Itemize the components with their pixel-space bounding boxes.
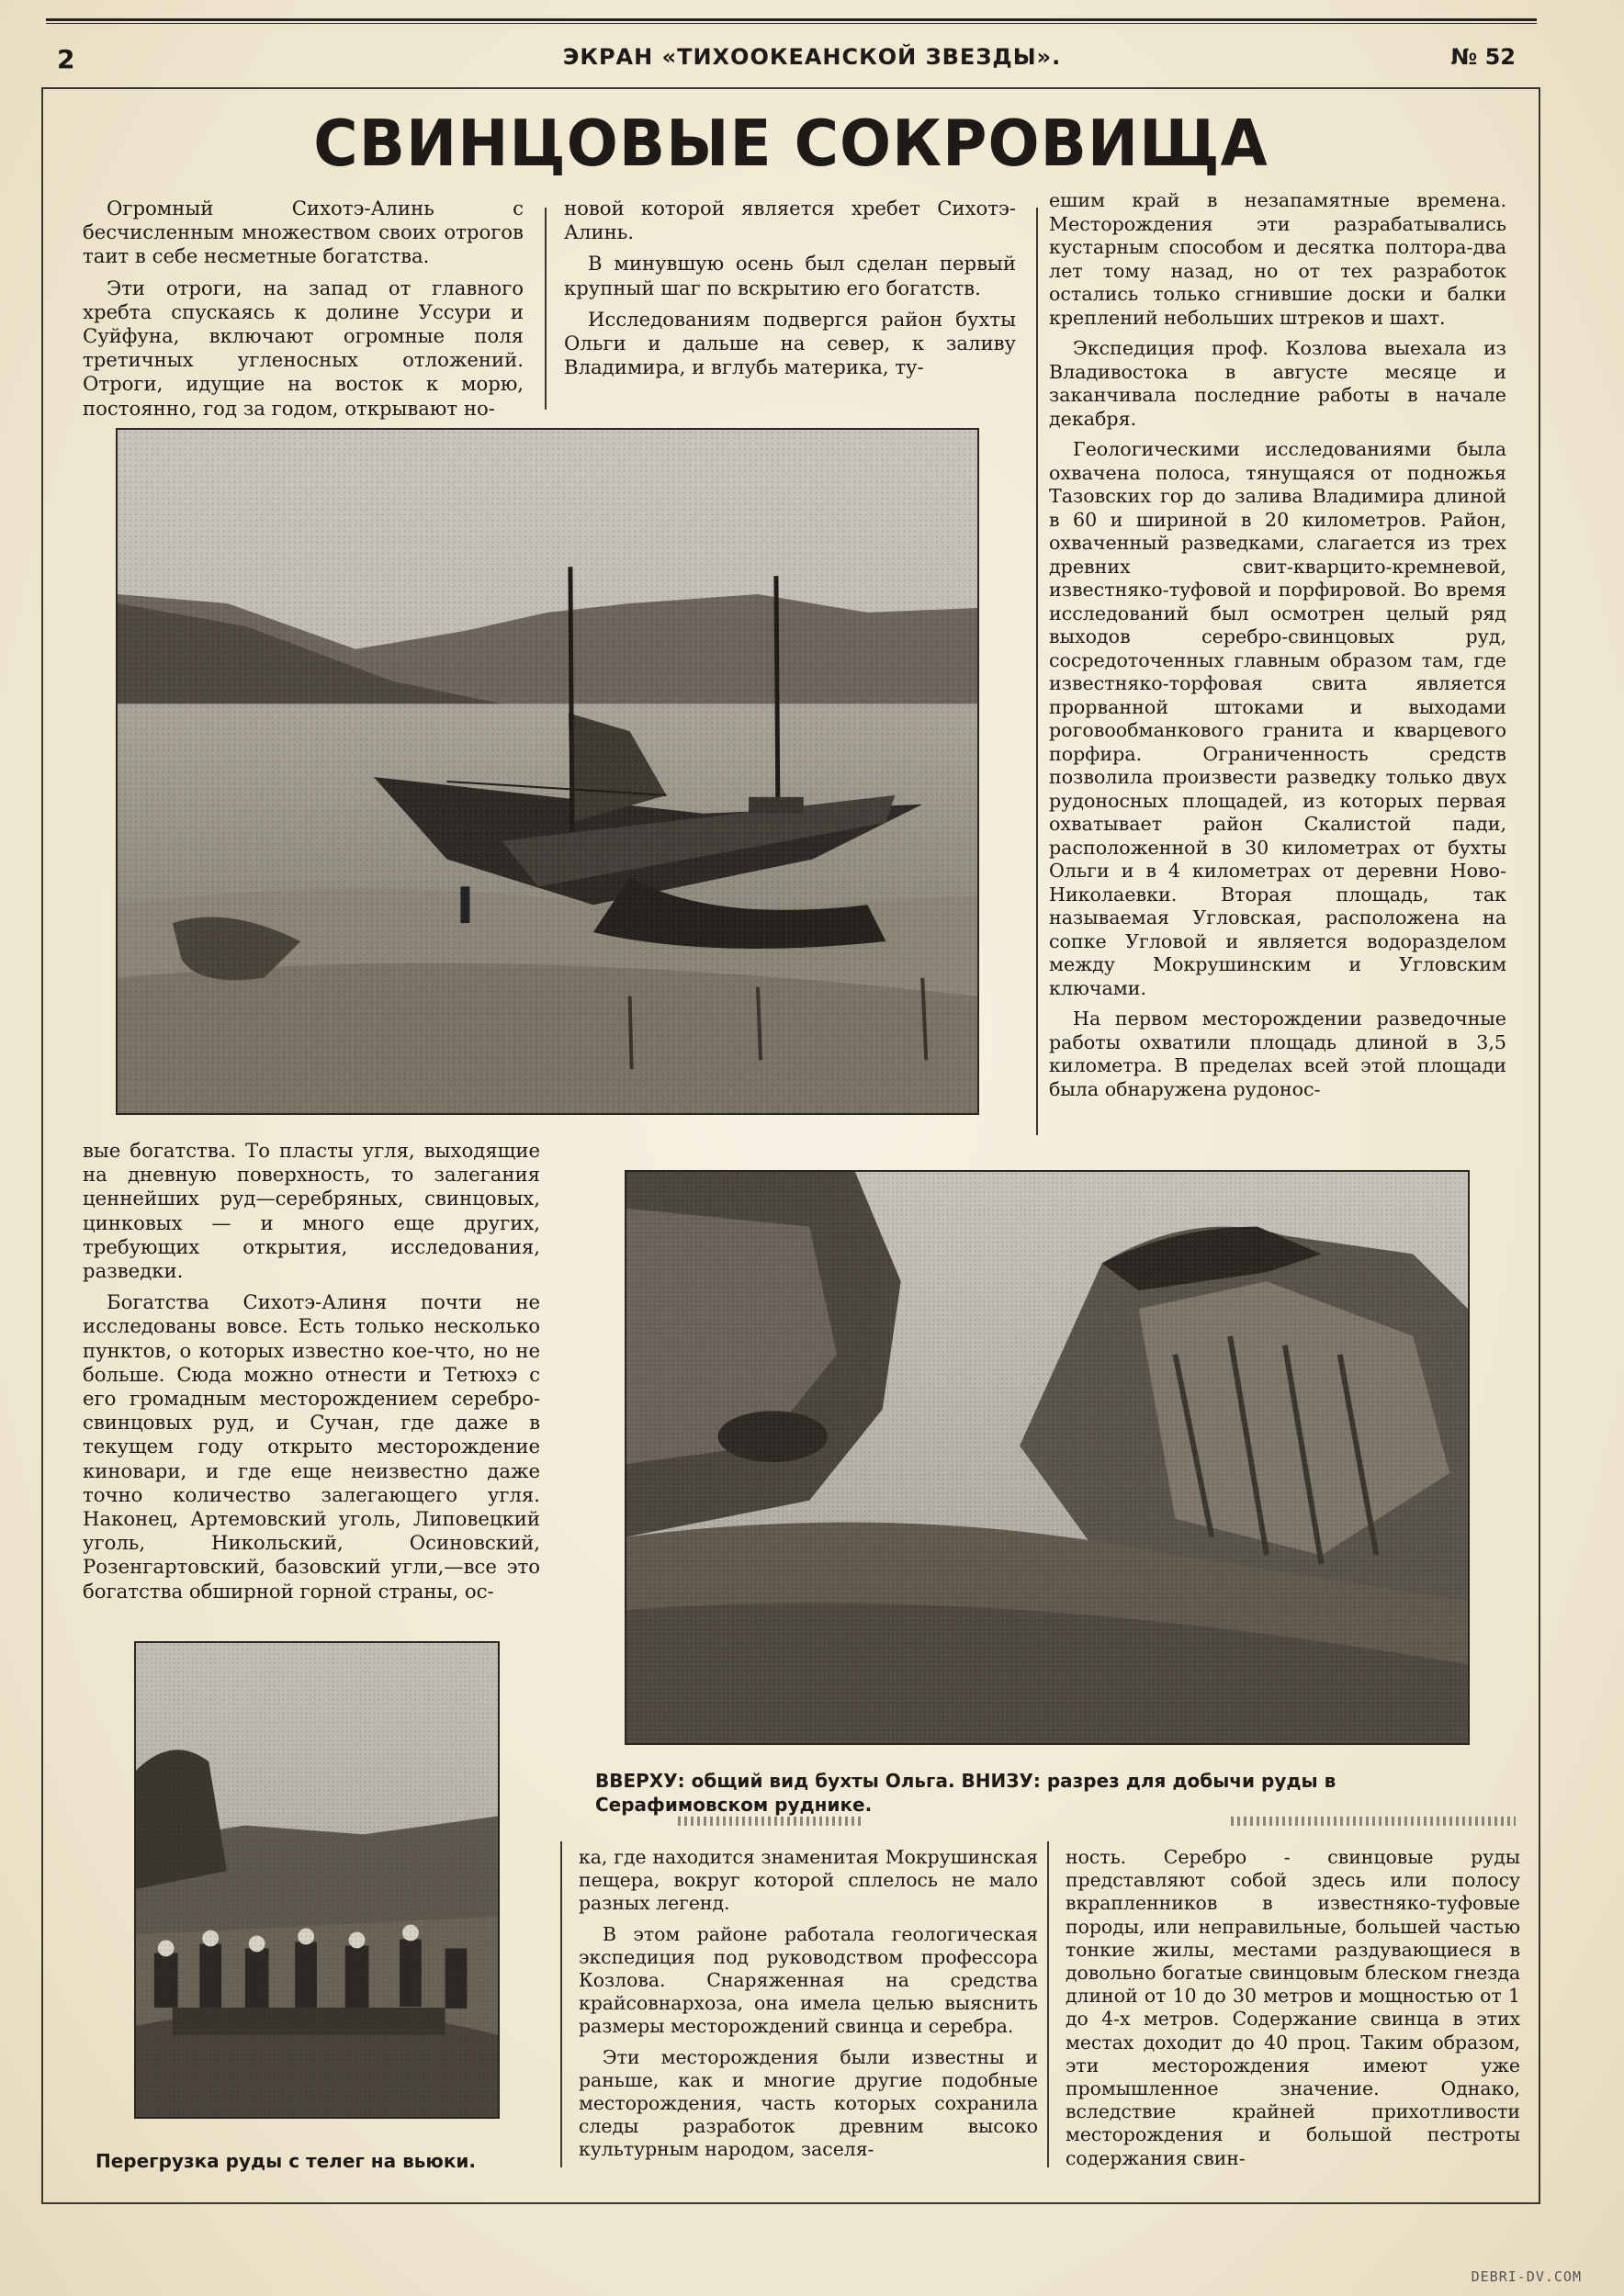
- photo-ore-carts: [134, 1641, 500, 2119]
- column-3: [1049, 189, 1506, 1109]
- paragraph: ешим край в незапамятные времена. Месторождения эти разрабатывались кустарным способом и десятка полтора-два лет тому назад, но от тех разработок остались только сгнившие доски и балки креплений небольших штреков и шахт.: [1049, 189, 1506, 329]
- column-rule: [560, 1841, 562, 2167]
- header-rule: [46, 18, 1537, 24]
- article-headline: СВИНЦОВЫЕ СОКРОВИЩА: [313, 107, 1269, 181]
- paragraph: Исследованиям подвергся район бухты Ольги и дальше на север, к заливу Владимира, и вглубь материка, ту-: [564, 307, 1016, 379]
- paragraph: Богатства Сихотэ-Алиня почти не исследованы вовсе. Есть только несколько пунктов, о которых известно кое-что, но не больше. Сюда можно отнести и Тетюхэ с его громадным месторождением серебро-свинцовых руд, и Сучан, где даже в текущем году открыто месторождение киновари, и где еще неизвестно даже точно количество залегающего угля. Наконец, Артемовский уголь, Липовецкий уголь, Никольский, Осиновский, Розенгартовский, базовский угли,—все это богатства обширной горной страны, ос-: [83, 1290, 540, 1603]
- photo-olga-bay: [116, 428, 979, 1115]
- paragraph: вые богатства. То пласты угля, выходящие на дневную поверхность, то залегания ценнейших руд—серебряных, свинцовых, цинковых — и много еще других, требующих открытия, исследования, разведки.: [83, 1139, 540, 1283]
- column-2-bottom: [579, 1846, 1038, 2169]
- paragraph: Огромный Сихотэ-Алинь с бесчисленным множеством своих отрогов таит в себе несметные богатства.: [83, 197, 524, 268]
- mine-image: [626, 1172, 1468, 1743]
- column-3-bottom: [1066, 1846, 1520, 2178]
- photo-caption-small: Перегрузка руды с телег на вьюки.: [96, 2150, 477, 2172]
- bay-image: [118, 430, 977, 1113]
- paragraph: На первом месторождении разведочные работы охватили площадь длиной в 3,5 километра. В пределах всей этой площади была обнаружена рудонос-: [1049, 1007, 1506, 1100]
- watermark: DEBRI-DV.COM: [1471, 2268, 1582, 2285]
- paragraph: Эти отроги, на запад от главного хребта спускаясь к долине Уссури и Суйфуна, включают огромные поля третичных угленосных отложений. Отроги, идущие на восток к морю, постоянно, год за годом, открывают но-: [83, 276, 524, 420]
- carts-image: [136, 1643, 498, 2117]
- column-1-top: [83, 197, 524, 428]
- publication-title: ЭКРАН «ТИХООКЕАНСКОЙ ЗВЕЗДЫ».: [562, 44, 1062, 70]
- column-1-middle: [83, 1139, 540, 1611]
- column-rule: [1036, 208, 1038, 1135]
- photo-caption-main: ВВЕРХУ: общий вид бухты Ольга. ВНИЗУ: разрез для добычи руды в Серафимовском руднике.: [595, 1770, 1336, 1816]
- paragraph: ность. Серебро - свинцовые руды представляют собой здесь или полосу вкрапленников в известняко-туфовые породы, или неправильные, большей частью тонкие жилы, местами раздувающиеся в довольно богатые свинцовым блеском гнезда длиной от 10 до 30 метров и мощностью от 1 до 4-х метров. Содержание свинца в этих местах доходит до 40 проц. Таким образом, эти месторождения имеют уже промышленное значение. Однако, вследствие крайней прихотливости месторождения и большой пестроты содержания свин-: [1066, 1846, 1520, 2169]
- paragraph: ка, где находится знаменитая Мокрушинская пещера, вокруг которой сплелось не мало разных легенд.: [579, 1846, 1038, 1915]
- issue-number: № 52: [1450, 44, 1516, 70]
- page-number: 2: [57, 44, 75, 74]
- column-rule: [545, 208, 547, 410]
- paragraph: Экспедиция проф. Козлова выехала из Владивостока в августе месяце и заканчивала последние работы в начале декабря.: [1049, 337, 1506, 430]
- paragraph: В минувшую осень был сделан первый крупный шаг по вскрытию его богатств.: [564, 252, 1016, 299]
- paragraph: новой которой является хребет Сихотэ-Алинь.: [564, 197, 1016, 244]
- paragraph: Геологическими исследованиями была охвачена полоса, тянущаяся от подножья Тазовских гор до залива Владимира длиной в 60 и шириной в 20 километров. Район, охваченный разведками, слагается из трех древних свит-кварцито-кремневой, известняко-туфовой и порфировой. Во время исследований был осмотрен целый ряд выходов серебро-свинцовых руд, сосредоточенных главным образом там, где известняко-торфовая свита является прорванной штоками и выходами роговообманкового гранита и кварцевого порфира. Ограниченность средств позволила произвести разведку только двух рудоносных площадей, из которых первая охватывает район Скалистой пади, расположенной в 30 километрах от бухты Ольги и в 4 километрах от деревни Ново-Николаевки. Вторая площадь, так называемая Угловская, расположена на сопке Угловой и является водоразделом между Мокрушинским и Угловским ключами.: [1049, 438, 1506, 999]
- print-smudge: [678, 1817, 862, 1826]
- paragraph: В этом районе работала геологическая экспедиция под руководством профессора Козлова. Снаряженная на средства крайсовнархоза, она имела целью выяснить размеры месторождений свинца и серебра.: [579, 1922, 1038, 2038]
- column-2-top: [564, 197, 1016, 387]
- photo-serafimovsky-mine: [625, 1170, 1470, 1745]
- print-smudge: [1231, 1817, 1516, 1826]
- column-rule: [1047, 1841, 1049, 2167]
- paragraph: Эти месторождения были известны и раньше, как и многие другие подобные месторождения, часть которых сохранила следы разработок древним высоко культурным народом, заселя-: [579, 2045, 1038, 2161]
